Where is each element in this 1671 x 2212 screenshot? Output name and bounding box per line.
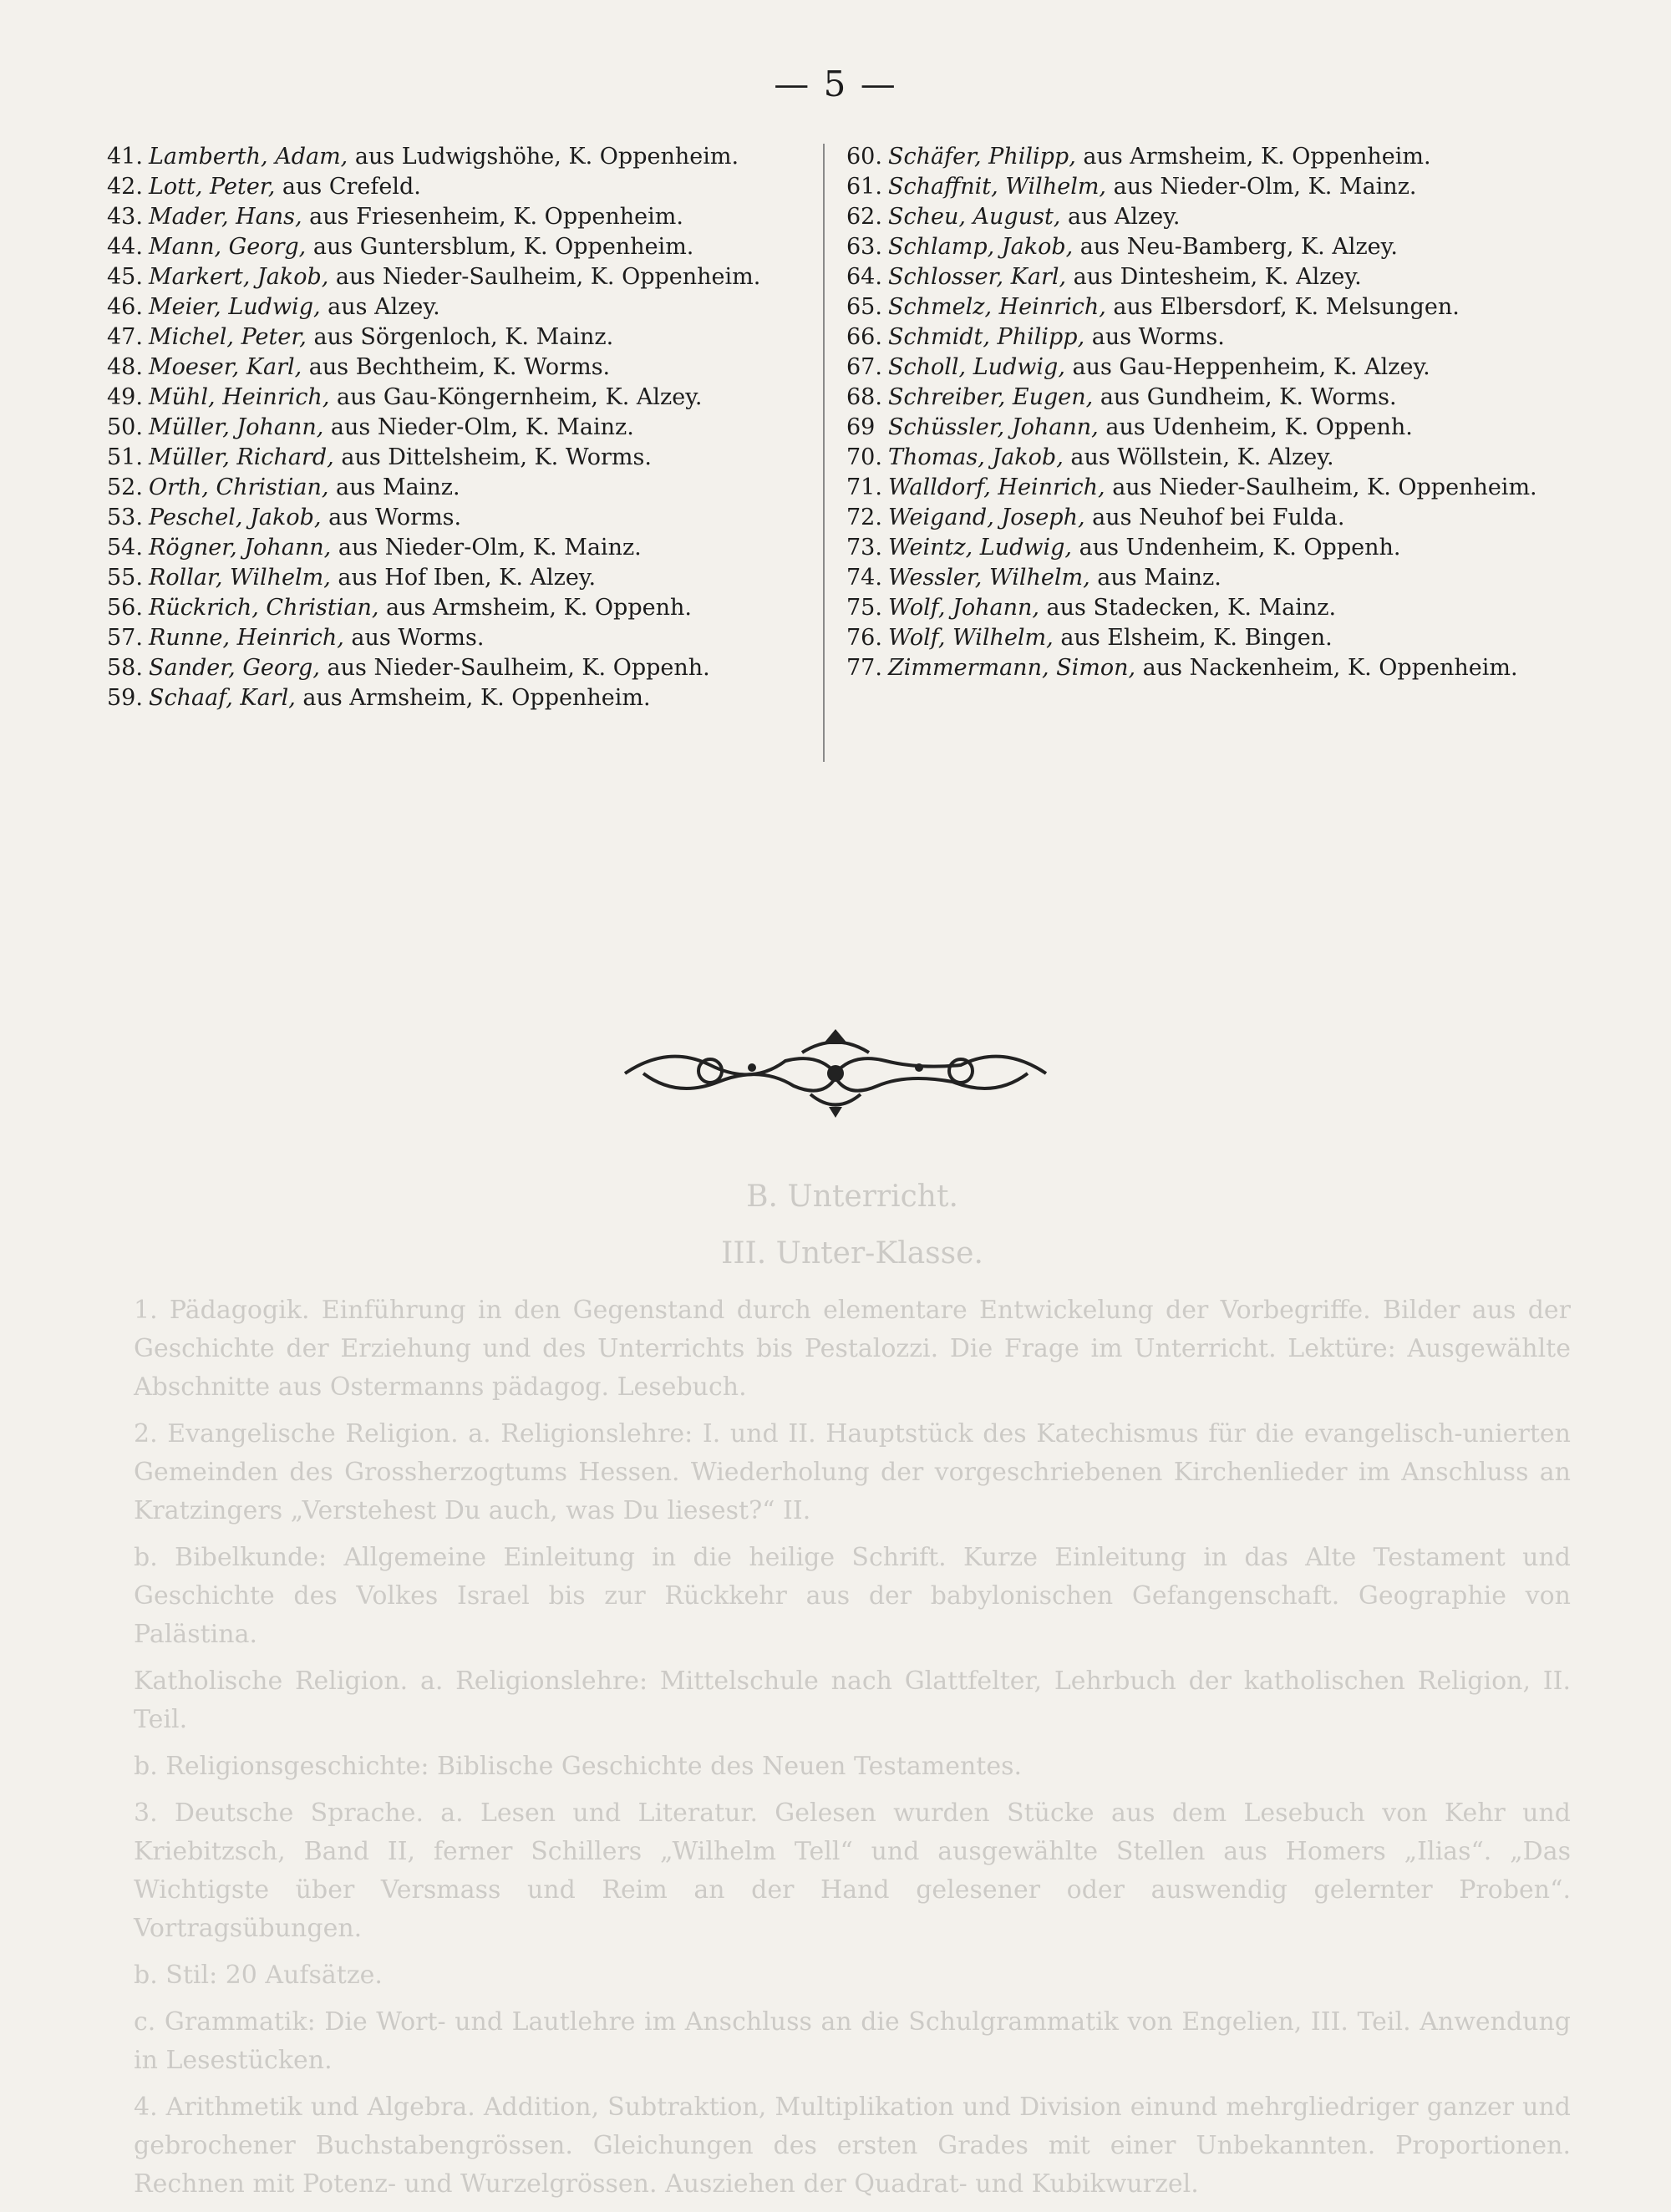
student-entry <box>107 172 784 202</box>
student-entry <box>107 292 784 322</box>
student-name: Schlamp, Jakob, <box>888 234 1074 260</box>
student-name: Müller, Richard, <box>149 444 334 470</box>
student-origin: aus Hof Iben, K. Alzey. <box>330 565 597 591</box>
student-entry <box>107 322 784 353</box>
student-name: Meier, Ludwig, <box>149 294 321 320</box>
student-origin: aus Alzey. <box>1060 204 1181 230</box>
student-entry <box>107 443 784 473</box>
entry-number: 75. <box>846 595 882 621</box>
student-name: Schreiber, Eugen, <box>888 384 1094 410</box>
student-entry <box>107 202 784 232</box>
entry-number: 72. <box>846 505 882 530</box>
student-origin: aus Worms. <box>343 625 485 651</box>
student-entry <box>107 593 784 623</box>
student-entry <box>846 322 1561 353</box>
entry-number: 76. <box>846 625 882 651</box>
bleed-paragraph: 4. Arithmetik und Algebra. Addition, Subtraktion, Multiplikation und Division einund mehrgliedriger ganzer und gebrochener Buchstabengrössen. Gleichungen des ersten Grades mit einer Unbekannten. Proportionen. Rechnen mit Potenz- und Wurzelgrössen. Ausziehen der Quadrat- und Kubikwurzel. <box>134 2093 1571 2199</box>
student-name: Schlosser, Karl, <box>888 264 1067 290</box>
student-origin: aus Gau-Heppenheim, K. Alzey. <box>1064 354 1430 380</box>
student-origin: aus Armsheim, K. Oppenh. <box>378 595 692 621</box>
entry-number: 70. <box>846 444 882 470</box>
entry-number: 51. <box>107 444 143 470</box>
student-entry <box>107 533 784 563</box>
student-entry <box>107 232 784 262</box>
entry-number: 47. <box>107 324 143 350</box>
entry-number: 50. <box>107 414 143 440</box>
student-entry <box>107 503 784 533</box>
student-name: Mann, Georg, <box>149 234 307 260</box>
entry-number: 56. <box>107 595 143 621</box>
student-name: Scholl, Ludwig, <box>888 354 1065 380</box>
student-entry <box>846 383 1561 413</box>
student-entry <box>107 262 784 292</box>
entry-number: 62. <box>846 204 882 230</box>
entry-number: 46. <box>107 294 143 320</box>
student-origin: aus Wöllstein, K. Alzey. <box>1063 444 1334 470</box>
student-name: Mader, Hans, <box>149 204 302 230</box>
student-origin: aus Nieder-Saulheim, K. Oppenheim. <box>328 264 761 290</box>
student-entry <box>846 443 1561 473</box>
entry-number: 77. <box>846 655 882 681</box>
student-origin: aus Crefeld. <box>275 174 421 200</box>
entry-number: 73. <box>846 535 882 561</box>
student-list-left <box>107 142 784 713</box>
student-origin: aus Alzey. <box>320 294 440 320</box>
entry-number: 57. <box>107 625 143 651</box>
student-origin: aus Sörgenloch, K. Mainz. <box>306 324 614 350</box>
student-origin: aus Worms. <box>321 505 462 530</box>
student-entry <box>107 413 784 443</box>
student-entry <box>846 142 1561 172</box>
bleed-paragraphs <box>134 1291 1571 2204</box>
student-name: Walldorf, Heinrich, <box>888 474 1105 500</box>
student-name: Michel, Peter, <box>149 324 307 350</box>
entry-number: 45. <box>107 264 143 290</box>
entry-number: 74. <box>846 565 882 591</box>
entry-number: 43. <box>107 204 143 230</box>
student-origin: aus Nieder-Olm, K. Mainz. <box>1106 174 1417 200</box>
student-name: Schaffnit, Wilhelm, <box>888 174 1107 200</box>
decorative-vignette-ornament <box>618 1027 1053 1119</box>
student-origin: aus Armsheim, K. Oppenheim. <box>1075 144 1431 170</box>
page-number: — 5 — <box>774 63 897 104</box>
bleed-through-text <box>134 1169 1571 2212</box>
student-name: Schmelz, Heinrich, <box>888 294 1106 320</box>
student-origin: aus Nieder-Olm, K. Mainz. <box>331 535 642 561</box>
student-entry <box>846 563 1561 593</box>
student-entry <box>846 232 1561 262</box>
student-name: Weigand, Joseph, <box>888 505 1085 530</box>
student-entry <box>107 683 784 713</box>
entry-number: 67. <box>846 354 882 380</box>
student-name: Wessler, Wilhelm, <box>888 565 1090 591</box>
student-name: Thomas, Jakob, <box>888 444 1064 470</box>
student-origin: aus Mainz. <box>328 474 460 500</box>
bleed-heading-unter-klasse: III. Unter-Klasse. <box>721 1236 983 1271</box>
student-origin: aus Udenheim, K. Oppenh. <box>1098 414 1413 440</box>
bleed-paragraph: b. Stil: 20 Aufsätze. <box>134 1961 383 1990</box>
student-origin: aus Neu-Bamberg, K. Alzey. <box>1073 234 1398 260</box>
student-entry <box>107 563 784 593</box>
student-origin: aus Neuhof bei Fulda. <box>1084 505 1345 530</box>
student-list-right <box>846 142 1561 683</box>
entry-number: 42. <box>107 174 143 200</box>
student-origin: aus Guntersblum, K. Oppenheim. <box>306 234 694 260</box>
student-name: Sander, Georg, <box>149 655 320 681</box>
bleed-paragraph: 2. Evangelische Religion. a. Religionslehre: I. und II. Hauptstück des Katechismus für die evangelisch-unierten Gemeinden des Grossherzogtums Hessen. Wiederholung der vorgeschriebenen Kirchenlieder im Anschluss an Kratzingers „Verstehest Du auch, was Du liesest?“ II. <box>134 1419 1571 1525</box>
entry-number: 59. <box>107 685 143 711</box>
entry-number: 48. <box>107 354 143 380</box>
entry-number: 52. <box>107 474 143 500</box>
student-origin: aus Stadecken, K. Mainz. <box>1039 595 1337 621</box>
student-entry <box>846 172 1561 202</box>
student-entry <box>107 142 784 172</box>
student-name: Zimmermann, Simon, <box>888 655 1136 681</box>
student-origin: aus Elsheim, K. Bingen. <box>1053 625 1333 651</box>
entry-number: 41. <box>107 144 143 170</box>
student-name: Markert, Jakob, <box>149 264 329 290</box>
bleed-heading-unterricht: B. Unterricht. <box>746 1180 958 1214</box>
student-name: Lott, Peter, <box>149 174 276 200</box>
student-name: Lamberth, Adam, <box>149 144 348 170</box>
student-name: Mühl, Heinrich, <box>149 384 330 410</box>
student-name: Schmidt, Philipp, <box>888 324 1085 350</box>
bleed-paragraph: 3. Deutsche Sprache. a. Lesen und Literatur. Gelesen wurden Stücke aus dem Lesebuch von Kehr und Kriebitzsch, Band II, ferner Schillers „Wilhelm Tell“ und ausgewählte Stellen aus Homers „Ilias“. „Das Wichtigste über Versmass und Reim an der Hand gelesener oder auswendig gelernter Proben“. Vortragsübungen. <box>134 1799 1571 1943</box>
entry-number: 58. <box>107 655 143 681</box>
student-entry <box>107 653 784 683</box>
student-origin: aus Mainz. <box>1089 565 1222 591</box>
student-entry <box>107 353 784 383</box>
student-origin: aus Armsheim, K. Oppenheim. <box>295 685 651 711</box>
student-name: Scheu, August, <box>888 204 1061 230</box>
entry-number: 66. <box>846 324 882 350</box>
student-origin: aus Nieder-Saulheim, K. Oppenh. <box>319 655 710 681</box>
student-origin: aus Ludwigshöhe, K. Oppenheim. <box>348 144 739 170</box>
student-origin: aus Nieder-Olm, K. Mainz. <box>323 414 634 440</box>
student-entry <box>846 533 1561 563</box>
student-name: Rögner, Johann, <box>149 535 332 561</box>
student-entry <box>846 202 1561 232</box>
entry-number: 65. <box>846 294 882 320</box>
bleed-paragraph: b. Religionsgeschichte: Biblische Geschichte des Neuen Testamentes. <box>134 1752 1023 1781</box>
student-entry <box>846 262 1561 292</box>
entry-number: 44. <box>107 234 143 260</box>
student-name: Schüssler, Johann, <box>888 414 1099 440</box>
student-name: Weintz, Ludwig, <box>888 535 1073 561</box>
student-origin: aus Dintesheim, K. Alzey. <box>1066 264 1362 290</box>
entry-number: 49. <box>107 384 143 410</box>
student-name: Schaaf, Karl, <box>149 685 296 711</box>
student-entry <box>846 413 1561 443</box>
student-entry <box>846 503 1561 533</box>
student-entry <box>846 292 1561 322</box>
student-origin: aus Nackenheim, K. Oppenheim. <box>1135 655 1518 681</box>
student-name: Moeser, Karl, <box>149 354 302 380</box>
entry-number: 53. <box>107 505 143 530</box>
entry-number: 55. <box>107 565 143 591</box>
student-origin: aus Gau-Köngernheim, K. Alzey. <box>329 384 703 410</box>
entry-number: 63. <box>846 234 882 260</box>
bleed-paragraph: c. Grammatik: Die Wort- und Lautlehre im Anschluss an die Schulgrammatik von Engelien, III. Teil. Anwendung in Lesestücken. <box>134 2007 1571 2075</box>
entry-number: 61. <box>846 174 882 200</box>
student-entry <box>846 353 1561 383</box>
student-name: Orth, Christian, <box>149 474 329 500</box>
student-entry <box>846 593 1561 623</box>
student-origin: aus Worms. <box>1084 324 1225 350</box>
bleed-paragraph: Katholische Religion. a. Religionslehre: Mittelschule nach Glattfelter, Lehrbuch der katholischen Religion, II. Teil. <box>134 1667 1571 1734</box>
student-name: Runne, Heinrich, <box>149 625 344 651</box>
entry-number: 71. <box>846 474 882 500</box>
entry-number: 69 <box>846 414 876 440</box>
student-name: Rückrich, Christian, <box>149 595 379 621</box>
student-origin: aus Undenheim, K. Oppenh. <box>1072 535 1401 561</box>
student-name: Schäfer, Philipp, <box>888 144 1076 170</box>
student-origin: aus Nieder-Saulheim, K. Oppenheim. <box>1105 474 1537 500</box>
student-origin: aus Dittelsheim, K. Worms. <box>333 444 652 470</box>
student-name: Wolf, Wilhelm, <box>888 625 1054 651</box>
column-divider <box>823 144 825 762</box>
entry-number: 54. <box>107 535 143 561</box>
student-name: Müller, Johann, <box>149 414 324 440</box>
student-entry <box>846 473 1561 503</box>
student-origin: aus Friesenheim, K. Oppenheim. <box>302 204 683 230</box>
student-entry <box>846 653 1561 683</box>
entry-number: 60. <box>846 144 882 170</box>
entry-number: 68. <box>846 384 882 410</box>
student-entry <box>846 623 1561 653</box>
bleed-paragraph: 1. Pädagogik. Einführung in den Gegenstand durch elementare Entwickelung der Vorbegriffe. Bilder aus der Geschichte der Erziehung und des Unterrichts bis Pestalozzi. Die Frage im Unterricht. Lektüre: Ausgewählte Abschnitte aus Ostermanns pädagog. Lesebuch. <box>134 1296 1571 1402</box>
student-entry <box>107 383 784 413</box>
student-origin: aus Gundheim, K. Worms. <box>1093 384 1397 410</box>
student-name: Peschel, Jakob, <box>149 505 322 530</box>
entry-number: 64. <box>846 264 882 290</box>
student-origin: aus Elbersdorf, K. Melsungen. <box>1105 294 1460 320</box>
student-name: Rollar, Wilhelm, <box>149 565 331 591</box>
student-entry <box>107 473 784 503</box>
student-name: Wolf, Johann, <box>888 595 1039 621</box>
student-origin: aus Bechtheim, K. Worms. <box>302 354 611 380</box>
bleed-paragraph: b. Bibelkunde: Allgemeine Einleitung in die heilige Schrift. Kurze Einleitung in das Alte Testament und Geschichte des Volkes Israel bis zur Rückkehr aus der babylonischen Gefangenschaft. Geographie von Palästina. <box>134 1543 1571 1649</box>
student-entry <box>107 623 784 653</box>
